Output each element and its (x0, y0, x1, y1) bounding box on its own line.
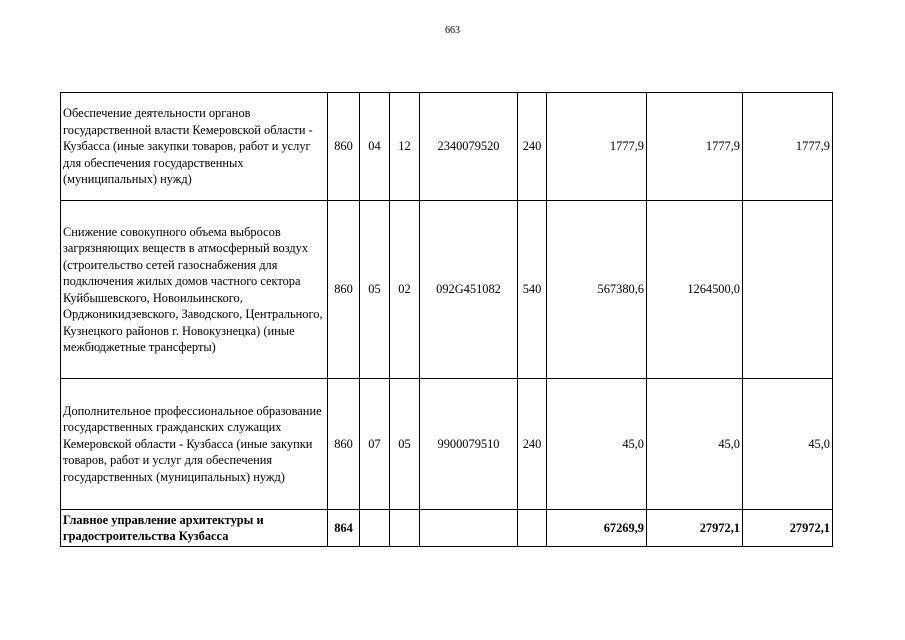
amount-year-2: 27972,1 (647, 510, 743, 547)
subsection-code: 02 (390, 201, 420, 379)
subsection-code: 12 (390, 93, 420, 201)
table-row-total (61, 510, 833, 547)
amount-year-1: 67269,9 (547, 510, 647, 547)
amount-year-2: 1777,9 (647, 93, 743, 201)
section-code: 04 (360, 93, 390, 201)
expense-type-code: 240 (518, 93, 547, 201)
expense-type-code: 540 (518, 201, 547, 379)
subsection-code: 05 (390, 379, 420, 510)
page-number: 663 (445, 25, 460, 36)
row-description: Обеспечение деятельности органов государственной власти Кемеровской области - Кузбасса (иные закупки товаров, работ и услуг для обеспечения государственных (муниципальных) нужд) (61, 93, 328, 201)
target-code: 9900079510 (420, 379, 518, 510)
section-code: 05 (360, 201, 390, 379)
ministry-code: 864 (328, 510, 360, 547)
amount-year-1: 567380,6 (547, 201, 647, 379)
row-description: Дополнительное профессиональное образование государственных гражданских служащих Кемеровской области - Кузбасса (иные закупки товаров, работ и услуг для обеспечения государственных (муниципальных) нужд) (61, 379, 328, 510)
target-code: 092G451082 (420, 201, 518, 379)
row-description: Снижение совокупного объема выбросов загрязняющих веществ в атмосферный воздух (строительство сетей газоснабжения для подключения жилых домов частного сектора Куйбышевского, Новоильинского, Орджоникидзевского, Заводского, Центрального, Кузнецкого районов г. Новокузнецка) (иные межбюджетные трансферты) (61, 201, 328, 379)
budget-table (60, 92, 833, 547)
amount-year-3 (743, 201, 833, 379)
subsection-code (390, 510, 420, 547)
amount-year-3: 1777,9 (743, 93, 833, 201)
table-row (61, 93, 833, 201)
ministry-code: 860 (328, 93, 360, 201)
amount-year-2: 45,0 (647, 379, 743, 510)
section-code: 07 (360, 379, 390, 510)
amount-year-3: 27972,1 (743, 510, 833, 547)
table-row (61, 379, 833, 510)
amount-year-1: 1777,9 (547, 93, 647, 201)
section-code (360, 510, 390, 547)
expense-type-code: 240 (518, 379, 547, 510)
expense-type-code (518, 510, 547, 547)
target-code: 2340079520 (420, 93, 518, 201)
target-code (420, 510, 518, 547)
ministry-code: 860 (328, 379, 360, 510)
row-description: Главное управление архитектуры и градостроительства Кузбасса (61, 510, 328, 547)
amount-year-3: 45,0 (743, 379, 833, 510)
ministry-code: 860 (328, 201, 360, 379)
amount-year-2: 1264500,0 (647, 201, 743, 379)
amount-year-1: 45,0 (547, 379, 647, 510)
table-row (61, 201, 833, 379)
